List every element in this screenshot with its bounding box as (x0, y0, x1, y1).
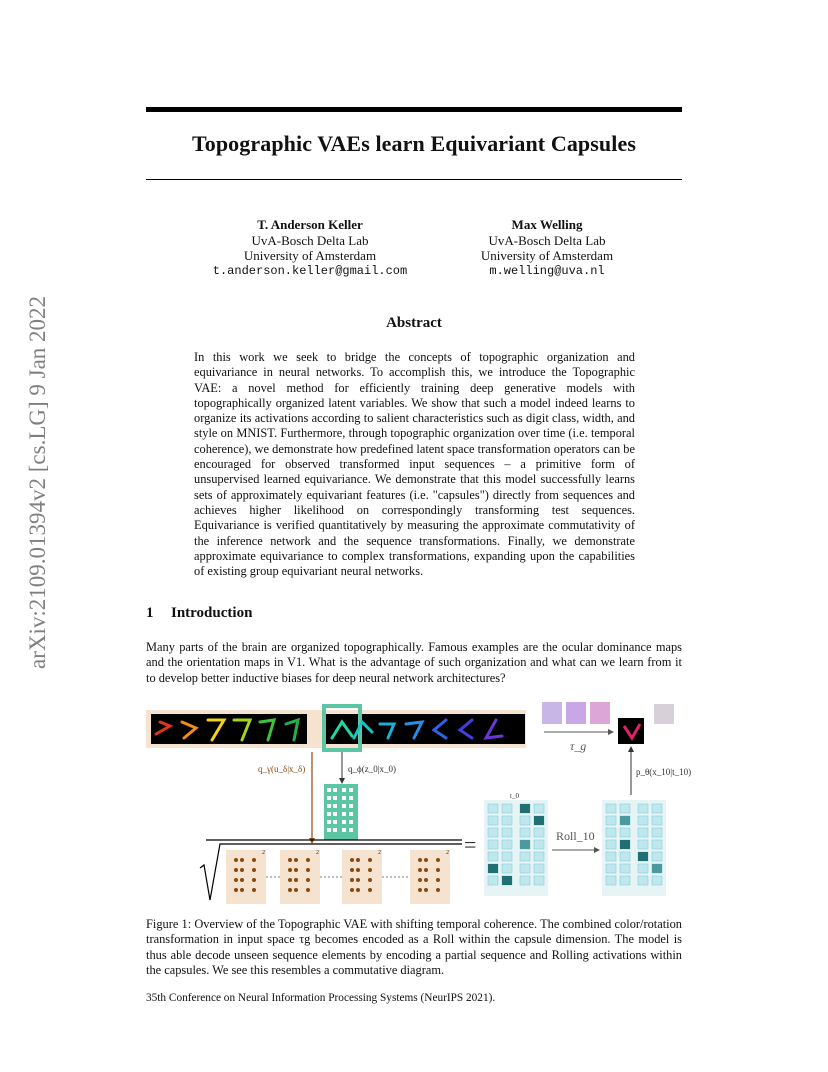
faded-frame (566, 702, 586, 724)
q-phi-label: q_ϕ(z_0|x_0) (348, 764, 397, 774)
section-title: Introduction (171, 605, 253, 621)
output-frame (618, 718, 644, 744)
section-heading (146, 605, 252, 622)
section-number: 1 (146, 605, 154, 621)
abstract-text: In this work we seek to bridge the concepts of topographic organization and equivariance in neural networks. To accomplish this, we introduce the Topographic VAE: a novel method for efficiently training deep generative models with topographically organized latent variables. We show that such a model indeed learns to organize its activations according to salient characteristics such as digit class, width, and style on MNIST. Furthermore, through topographic organization over time (i.e. temporal coherence), we demonstrate how predefined latent space transformation operators can be encouraged for observed transformed input sequences – a primitive form of unsupervised learned equivariance. We demonstrate that this model successfully learns sets of approximately equivariant features (i.e. "capsules") directly from sequences and achieves higher likelihood on correspondingly transforming test sequences. Equivariance is verified quantitatively by measuring the approximate commutativity of the inference network and the sequence transformations. Finally, we demonstrate approximate equivariance to complex transformations, expanding upon the capabilities of existing group equivariant neural networks. (194, 350, 635, 579)
top-rule (146, 107, 682, 112)
figure-caption: Figure 1: Overview of the Topographic VAE with shifting temporal coherence. The combined color/rotation transformation in input space τg becomes encoded as a Roll within the capsule dimension. The model is thus able decode unseen sequence elements by encoding a partial sequence and Rolling activations within the capsules. We see this resembles a commutative diagram. (146, 917, 682, 977)
superscript: 2 (378, 850, 381, 856)
author-name: Max Welling (511, 217, 583, 232)
author-affiliation: University of Amsterdam (480, 248, 614, 263)
u-group (342, 850, 382, 904)
intro-paragraph: Many parts of the brain are organized topographically. Famous examples are the ocular dominance maps and the orientation maps in V1. What is the advantage of such organization and what can we learn from it to develop better inductive biases for deep neural network architectures? (146, 640, 682, 685)
author-affiliation: UvA-Bosch Delta Lab (488, 232, 606, 248)
tau-label: τ_g (570, 739, 587, 753)
faded-frame (654, 704, 674, 724)
paper-title: Topographic VAEs learn Equivariant Capsules (191, 131, 636, 156)
u-group (410, 850, 450, 904)
faded-frame (542, 702, 562, 724)
superscript: 2 (262, 850, 265, 856)
author-email: m.welling@uva.nl (489, 263, 605, 278)
author-affiliation: UvA-Bosch Delta Lab (251, 232, 369, 248)
arxiv-stamp: arXiv:2109.01394v2 [cs.LG] 9 Jan 2022 (25, 296, 50, 670)
u-group (280, 850, 320, 904)
faded-frame (590, 702, 610, 724)
author-1 (200, 217, 420, 279)
roll-label: Roll_10 (556, 829, 595, 843)
equals-sign: = (464, 832, 477, 857)
conference-footer: 35th Conference on Neural Information Processing Systems (NeurIPS 2021). (146, 992, 496, 1004)
figure-1 (146, 700, 692, 910)
title-rule (146, 179, 682, 180)
superscript: 2 (446, 850, 449, 856)
u-group (226, 850, 266, 904)
author-email: t.anderson.keller@gmail.com (212, 263, 408, 278)
t0-label: t_0 (510, 792, 519, 800)
q-gamma-label: q_γ(u_δ|x_δ) (258, 764, 306, 774)
author-affiliation: University of Amsterdam (243, 248, 377, 263)
author-2 (437, 217, 657, 279)
p-theta-label: p_θ(x_10|t_10) (636, 767, 692, 777)
author-name: T. Anderson Keller (257, 217, 363, 232)
superscript: 2 (316, 850, 319, 856)
abstract-heading: Abstract (386, 315, 442, 331)
